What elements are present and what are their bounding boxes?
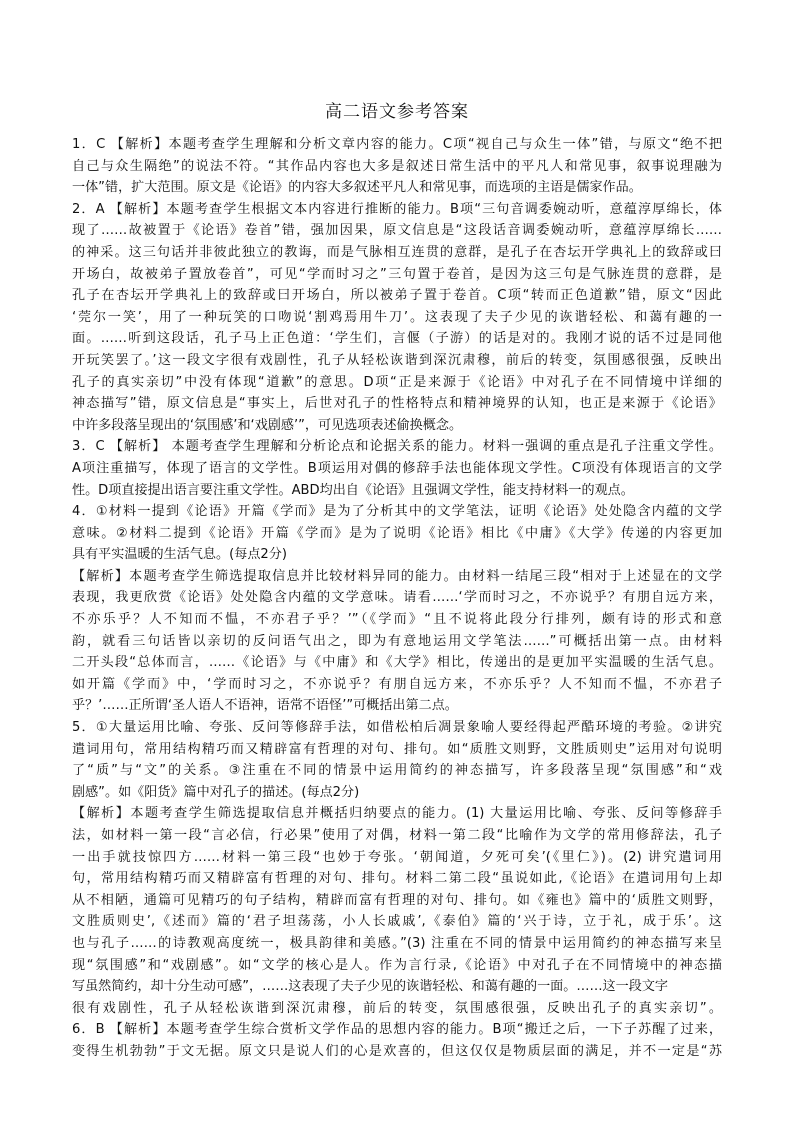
text-line: 孔子在杏坛开学典礼上的致辞或曰开场白，所以被弟子置于卷首。C项“转而正色道歉”错，原文“因此	[72, 288, 722, 304]
text-line: 的神采。这三句话并非彼此独立的教诲，而是气脉相互连贯的意群，是孔子在杏坛开学典礼上的致辞或曰	[72, 244, 722, 260]
text-line: 5．①大量运用比喻、夸张、反问等修辞手法，如借松柏后凋景象喻人要经得起严酷环境的考验。②讲究	[72, 720, 722, 736]
text-line: 现了……故被置于《论语》卷首”错，强加因果，原文信息是“这段话音调委婉动听，意蕴淳厚绵长……	[72, 223, 722, 239]
document-title: 高二语文参考答案	[325, 102, 469, 122]
text-line: 文胜质则史’,《述而》篇的‘君子坦荡荡，小人长戚戚’,《泰伯》篇的‘兴于诗，立于礼，成于乐’。这	[72, 914, 722, 930]
text-line: 性。D项直接提出语言要注重文学性。ABD均出自《论语》且强调文学性，能支持材料一的观点。	[72, 482, 634, 498]
text-line: 不亦乐乎？人不知而不愠，不亦君子乎？’”（《学而》“且不说将此段分行排列，颇有诗的形式和意	[72, 612, 722, 628]
text-line: 韵，就看三句话皆以亲切的反问语气出之，即为有意地运用文学笔法……”可概括出第一点。由材料	[72, 633, 722, 649]
text-line: 一体”错，扩大范围。原文是《论语》的内容大多叙述平凡人和常见事，而选项的主语是儒家作品。	[72, 180, 642, 196]
text-line: 【解析】本题考查学生筛选提取信息并比较材料异同的能力。由材料一结尾三段“相对于上述显在的文学	[72, 568, 722, 584]
text-line: 乎？’……正所谓‘圣人语人不语神，语常不语怪’”可概括出第二点。	[72, 698, 458, 714]
text-line: 孔子的真实亲切”中没有体现“道歉”的意思。D项“正是来源于《论语》中对孔子在不同情境中详细的	[72, 374, 722, 390]
text-line: 剧感”。如《阳货》篇中对孔子的描述。(每点2分)	[72, 784, 360, 800]
text-line: 自己与众生隔绝”的说法不符。“其作品内容也大多是叙述日常生活中的平凡人和常见事，叙事说理融为	[72, 158, 722, 174]
text-line: 面。……听到这段话，孔子马上正色道：‘学生们，言偃（子游）的话是对的。我刚才说的话不过是同他	[72, 331, 722, 347]
text-line: 法，如材料一第一段“言必信，行必果”使用了对偶，材料一第二段“比喻作为文学的常用修辞法，孔子	[72, 828, 722, 843]
text-line: 写虽然简约，却十分生动可感”，……这表现了夫子少见的诙谐轻松、和蔼有趣的一面。……这一段文字	[72, 979, 669, 995]
text-line: 2．A 【解析】本题考查学生根据文本内容进行推断的能力。B项“三句音调委婉动听，意蕴淳厚绵长，体	[72, 201, 722, 217]
text-line: 也与孔子……的诗教观高度统一，极具韵律和美感。”(3) 注重在不同的情景中运用简约的神态描写来呈	[72, 935, 722, 951]
text-line: 句，常用结构精巧而又精辟富有哲理的对句、排句。材料二第二段“虽说如此,《论语》在遣词用句上却	[72, 871, 722, 887]
text-line: 开玩笑罢了。’这一段文字很有戏剧性，孔子从轻松诙谐到深沉肃穆，前后的转变，氛围感很强，反映出	[72, 352, 722, 368]
text-line: 二开头段“总体而言，……《论语》与《中庸》和《大学》相比，传递出的是更加平实温暖的生活气息。	[72, 655, 722, 671]
text-line: 变得生机勃勃”于文无据。原文只是说人们的心是欢喜的，但这仅仅是物质层面的满足，并不一定是“苏	[72, 1043, 722, 1059]
text-line: 从不相陋，通篇可见精巧的句子结构，精辟而富有哲理的对句、排句。如《雍也》篇中的‘质胜文则野，	[72, 892, 722, 908]
text-line: 一出手就技惊四方……材料一第三段“也妙于夸张。‘朝闻道，夕死可矣’(《里仁》)。(2) 讲究遣词用	[72, 849, 722, 865]
text-line: 开场白，故被弟子置放卷首”，可见“学而时习之”三句置于卷首，是因为这三句是气脉连贯的意群，是	[72, 266, 722, 282]
text-line: 4．①材料一提到《论语》开篇《学而》是为了分析其中的文学笔法，证明《论语》处处隐含内蕴的文学	[72, 504, 722, 520]
text-line: 6．B 【解析】本题考查学生综合赏析文学作品的思想内容的能力。B项“搬迁之后，一下子苏醒了过来，	[72, 1022, 722, 1038]
text-line: 【解析】本题考查学生筛选提取信息并概括归纳要点的能力。(1) 大量运用比喻、夸张、反问等修辞手	[72, 806, 722, 822]
text-line: 中许多段落呈现出的‘氛围感’和‘戏剧感’”，可见选项表述偷换概念。	[72, 417, 463, 433]
text-line: 现“氛围感”和“戏剧感”。如“文学的核心是人。作为言行录,《论语》中对孔子在不同情境中的神态描	[72, 957, 722, 973]
text-line: A项注重描写，体现了语言的文学性。B项运用对偶的修辞手法也能体现文学性。C项没有体现语言的文学	[72, 460, 722, 476]
text-line: 遣词用句，常用结构精巧而又精辟富有哲理的对句、排句。如“质胜文则野，文胜质则史”运用对句说明	[72, 741, 722, 757]
text-line: 了“质”与“文”的关系。③注重在不同的情景中运用简约的神态描写，许多段落呈现“氛围感”和“戏	[72, 763, 722, 779]
text-line: ‘莞尔一笑’，用了一种玩笑的口吻说‘割鸡焉用牛刀’。这表现了夫子少见的诙谐轻松、和蔼有趣的一	[72, 309, 722, 325]
text-line: 1．C 【解析】本题考查学生理解和分析文章内容的能力。C项“视自己与众生一体”错，与原文“绝不把	[72, 137, 722, 152]
text-line: 如开篇《学而》中，‘学而时习之，不亦说乎？有朋自远方来，不亦乐乎？人不知而不愠，不亦君子	[72, 676, 722, 692]
text-line: 神态描写”错，原文信息是“事实上，后世对孔子的性格特点和精神境界的认知，也正是来源于《论语》	[72, 396, 722, 412]
answer-body	[72, 134, 722, 1063]
text-line: 很有戏剧性，孔子从轻松诙谐到深沉肃穆，前后的转变，氛围感很强，反映出孔子的真实亲切”。	[72, 1000, 722, 1016]
text-line: 具有平实温暖的生活气息。(每点2分)	[72, 547, 287, 563]
text-line: 表现，我更欣赏《论语》处处隐含内蕴的文学意味。请看……‘学而时习之，不亦说乎？有朋自远方来，	[72, 590, 722, 606]
text-line: 意味。②材料二提到《论语》开篇《学而》是为了说明《论语》相比《中庸》《大学》传递的内容更加	[72, 525, 722, 541]
text-line: 3．C 【解析】 本题考查学生理解和分析论点和论据关系的能力。材料一强调的重点是孔子注重文学性。	[72, 439, 722, 455]
